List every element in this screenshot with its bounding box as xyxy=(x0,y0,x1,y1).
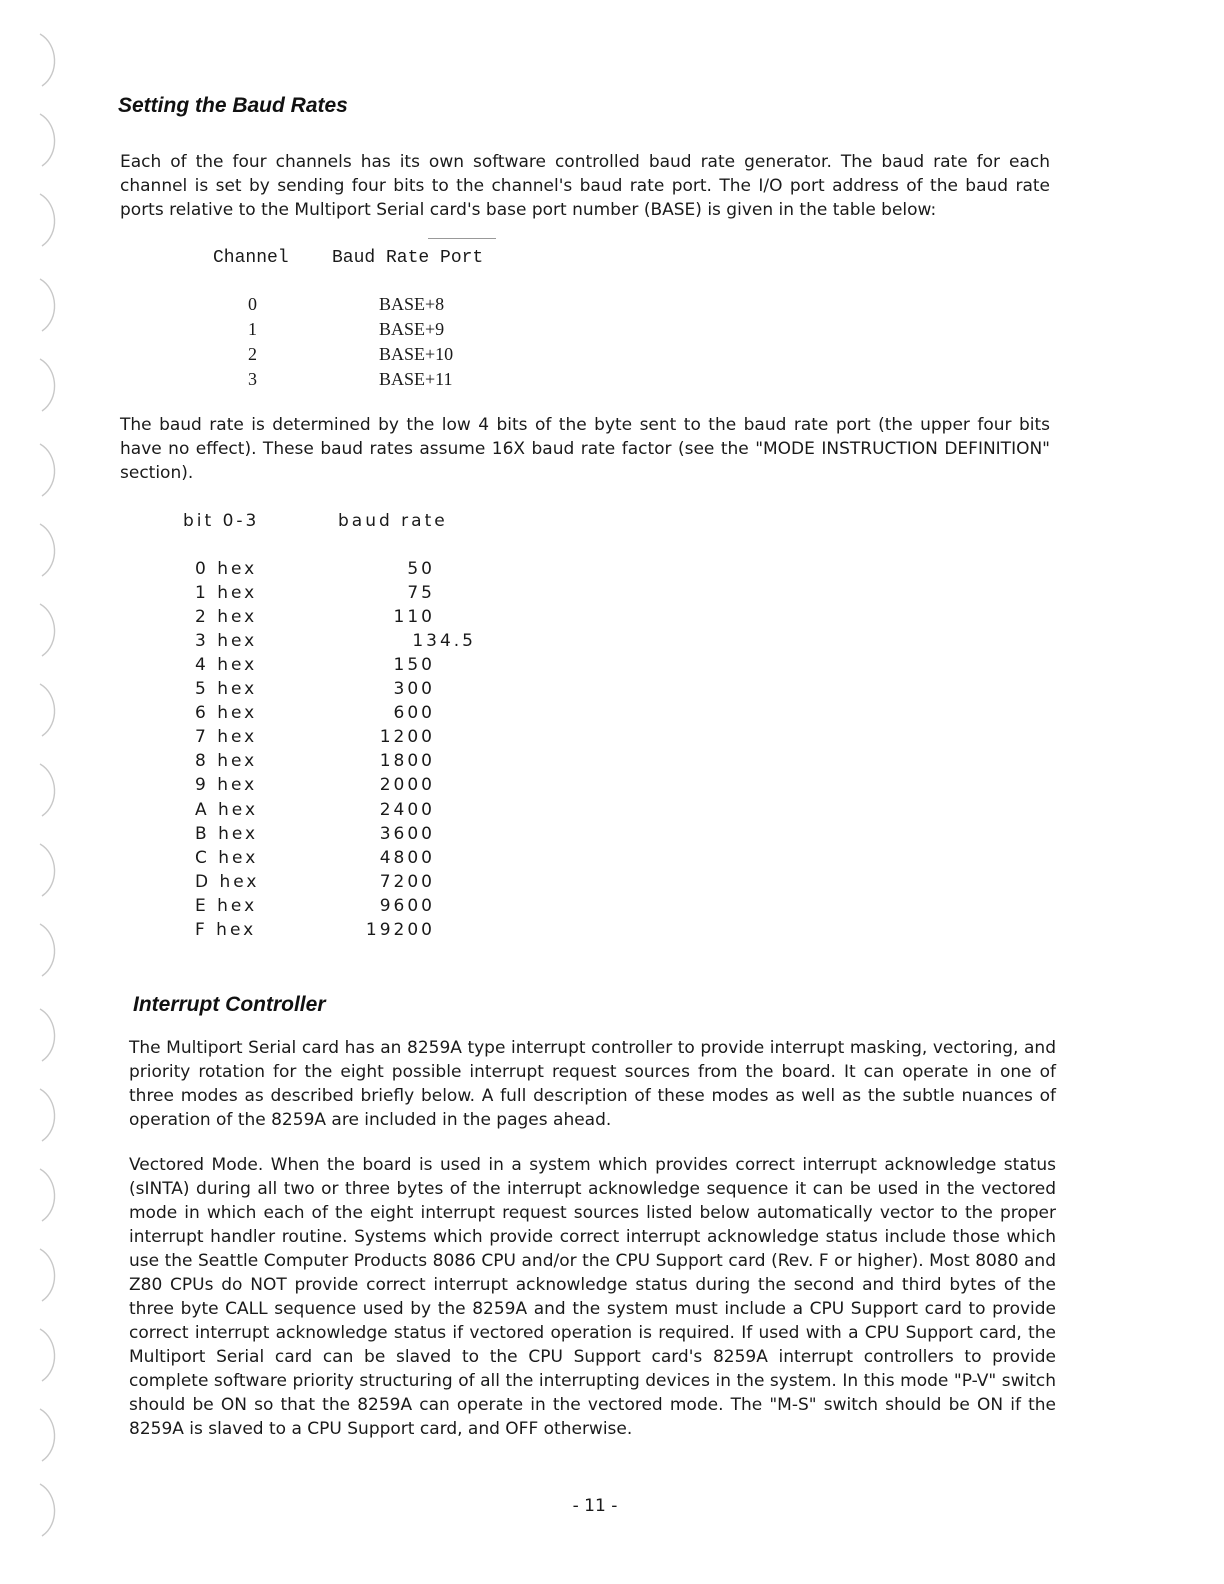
section-heading-baud-rates: Setting the Baud Rates xyxy=(118,94,348,117)
baud-table-bits: 7 hex xyxy=(195,727,258,747)
baud-table-bits: 5 hex xyxy=(195,679,258,699)
port-table-port: BASE+11 xyxy=(379,369,453,389)
baud-table-bits: 0 hex xyxy=(195,559,258,579)
baud-table-header-rate: baud rate xyxy=(338,511,448,531)
port-table-header-channel: Channel xyxy=(213,248,289,268)
baud-table-rate: 2400 xyxy=(379,800,435,820)
baud-table-bits: B hex xyxy=(195,824,259,844)
binder-hole-mark xyxy=(28,190,68,250)
binder-hole-mark xyxy=(28,355,68,415)
binder-hole-mark xyxy=(28,1405,68,1465)
baud-table-rate: 134.5 xyxy=(412,631,476,651)
baud-table-rate: 4800 xyxy=(379,848,435,868)
baud-table-rate: 110 xyxy=(393,607,435,627)
port-table-channel: 3 xyxy=(248,369,257,389)
binder-hole-mark xyxy=(28,680,68,740)
scan-mark xyxy=(428,238,496,239)
baud-table-bits: 9 hex xyxy=(195,775,258,795)
page-number: - 11 - xyxy=(572,1496,618,1516)
baud-table-bits: 3 hex xyxy=(195,631,258,651)
baud-rates-intro: Each of the four channels has its own software controlled baud rate generator. The baud rate for each channel is set by sending four bits to the channel's baud rate port. The I/O port address of the baud rate ports relative to the Multiport Serial card's base port number (BASE) is given in the table below: xyxy=(120,152,1050,220)
baud-table-bits: F hex xyxy=(195,920,257,940)
section-heading-interrupt-controller: Interrupt Controller xyxy=(133,993,326,1016)
baud-table-rate: 300 xyxy=(393,679,435,699)
baud-table-bits: 1 hex xyxy=(195,583,258,603)
binder-hole-mark xyxy=(28,920,68,980)
binder-hole-mark xyxy=(28,1085,68,1145)
binder-hole-mark xyxy=(28,1245,68,1305)
binder-hole-mark xyxy=(28,1165,68,1225)
baud-table-bits: 6 hex xyxy=(195,703,258,723)
binder-hole-mark xyxy=(28,520,68,580)
baud-table-rate: 1800 xyxy=(379,751,435,771)
binder-hole-mark xyxy=(28,30,68,90)
baud-table-rate: 9600 xyxy=(379,896,435,916)
baud-rate-note: The baud rate is determined by the low 4 bits of the byte sent to the baud rate port (the upper four bits have no effect). These baud rates assume 16X baud rate factor (see the "MODE INSTRUCTION DEFINITION" section). xyxy=(120,415,1050,483)
baud-table-bits: 8 hex xyxy=(195,751,258,771)
baud-table-rate: 19200 xyxy=(365,920,435,940)
binder-hole-mark xyxy=(28,275,68,335)
port-table-channel: 1 xyxy=(248,319,257,339)
binder-hole-mark xyxy=(28,1005,68,1065)
baud-table-bits: A hex xyxy=(195,800,259,820)
baud-table-rate: 50 xyxy=(407,559,435,579)
port-table-header-port: Baud Rate Port xyxy=(332,248,484,268)
binder-hole-mark xyxy=(28,440,68,500)
baud-table-bits: 2 hex xyxy=(195,607,258,627)
port-table-port: BASE+9 xyxy=(379,319,445,339)
baud-table-bits: E hex xyxy=(195,896,258,916)
binder-hole-mark xyxy=(28,600,68,660)
binder-hole-mark xyxy=(28,840,68,900)
binder-hole-mark xyxy=(28,760,68,820)
baud-table-rate: 75 xyxy=(407,583,435,603)
interrupt-controller-intro: The Multiport Serial card has an 8259A type interrupt controller to provide interrupt masking, vectoring, and priority rotation for the eight possible interrupt request sources from the board. It can operate in one of three modes as described briefly below. A full description of these modes as well as the subtle nuances of operation of the 8259A are included in the pages ahead. xyxy=(129,1038,1056,1130)
port-table-port: BASE+10 xyxy=(379,344,454,364)
port-table-port: BASE+8 xyxy=(379,294,445,314)
baud-table-rate: 600 xyxy=(393,703,435,723)
baud-table-rate: 1200 xyxy=(379,727,435,747)
baud-table-header-bits: bit 0-3 xyxy=(183,511,260,531)
baud-table-rate: 2000 xyxy=(379,775,435,795)
binder-hole-mark xyxy=(28,1325,68,1385)
baud-table-rate: 7200 xyxy=(379,872,435,892)
port-table-channel: 0 xyxy=(248,294,257,314)
baud-table-rate: 150 xyxy=(393,655,435,675)
baud-table-bits: 4 hex xyxy=(195,655,258,675)
binder-hole-mark xyxy=(28,110,68,170)
port-table-channel: 2 xyxy=(248,344,257,364)
baud-table-bits: C hex xyxy=(195,848,259,868)
vectored-mode-paragraph: Vectored Mode. When the board is used in a system which provides correct interrupt acknowledge status (sINTA) during all two or three bytes of the interrupt acknowledge sequence it can be used in the vectored mode in which each of the eight interrupt request sources listed below automatically vector to the proper interrupt handler routine. Systems which provide correct interrupt acknowledge status include those which use the Seattle Computer Products 8086 CPU and/or the CPU Support card (Rev. F or higher). Most 8080 and Z80 CPUs do NOT provide correct interrupt acknowledge status during the second and third bytes of the three byte CALL sequence used by the 8259A and the system must include a CPU Support card to provide correct interrupt acknowledge status if vectored operation is required. If used with a CPU Support card, the Multiport Serial card can be slaved to the CPU Support card's 8259A interrupt controllers to provide complete software priority structuring of all the interrupting devices in the system. In this mode "P-V" switch should be ON so that the 8259A can operate in the vectored mode. The "M-S" switch should be ON if the 8259A is slaved to a CPU Support card, and OFF otherwise. xyxy=(129,1155,1056,1439)
baud-table-rate: 3600 xyxy=(379,824,435,844)
baud-table-bits: D hex xyxy=(195,872,260,892)
